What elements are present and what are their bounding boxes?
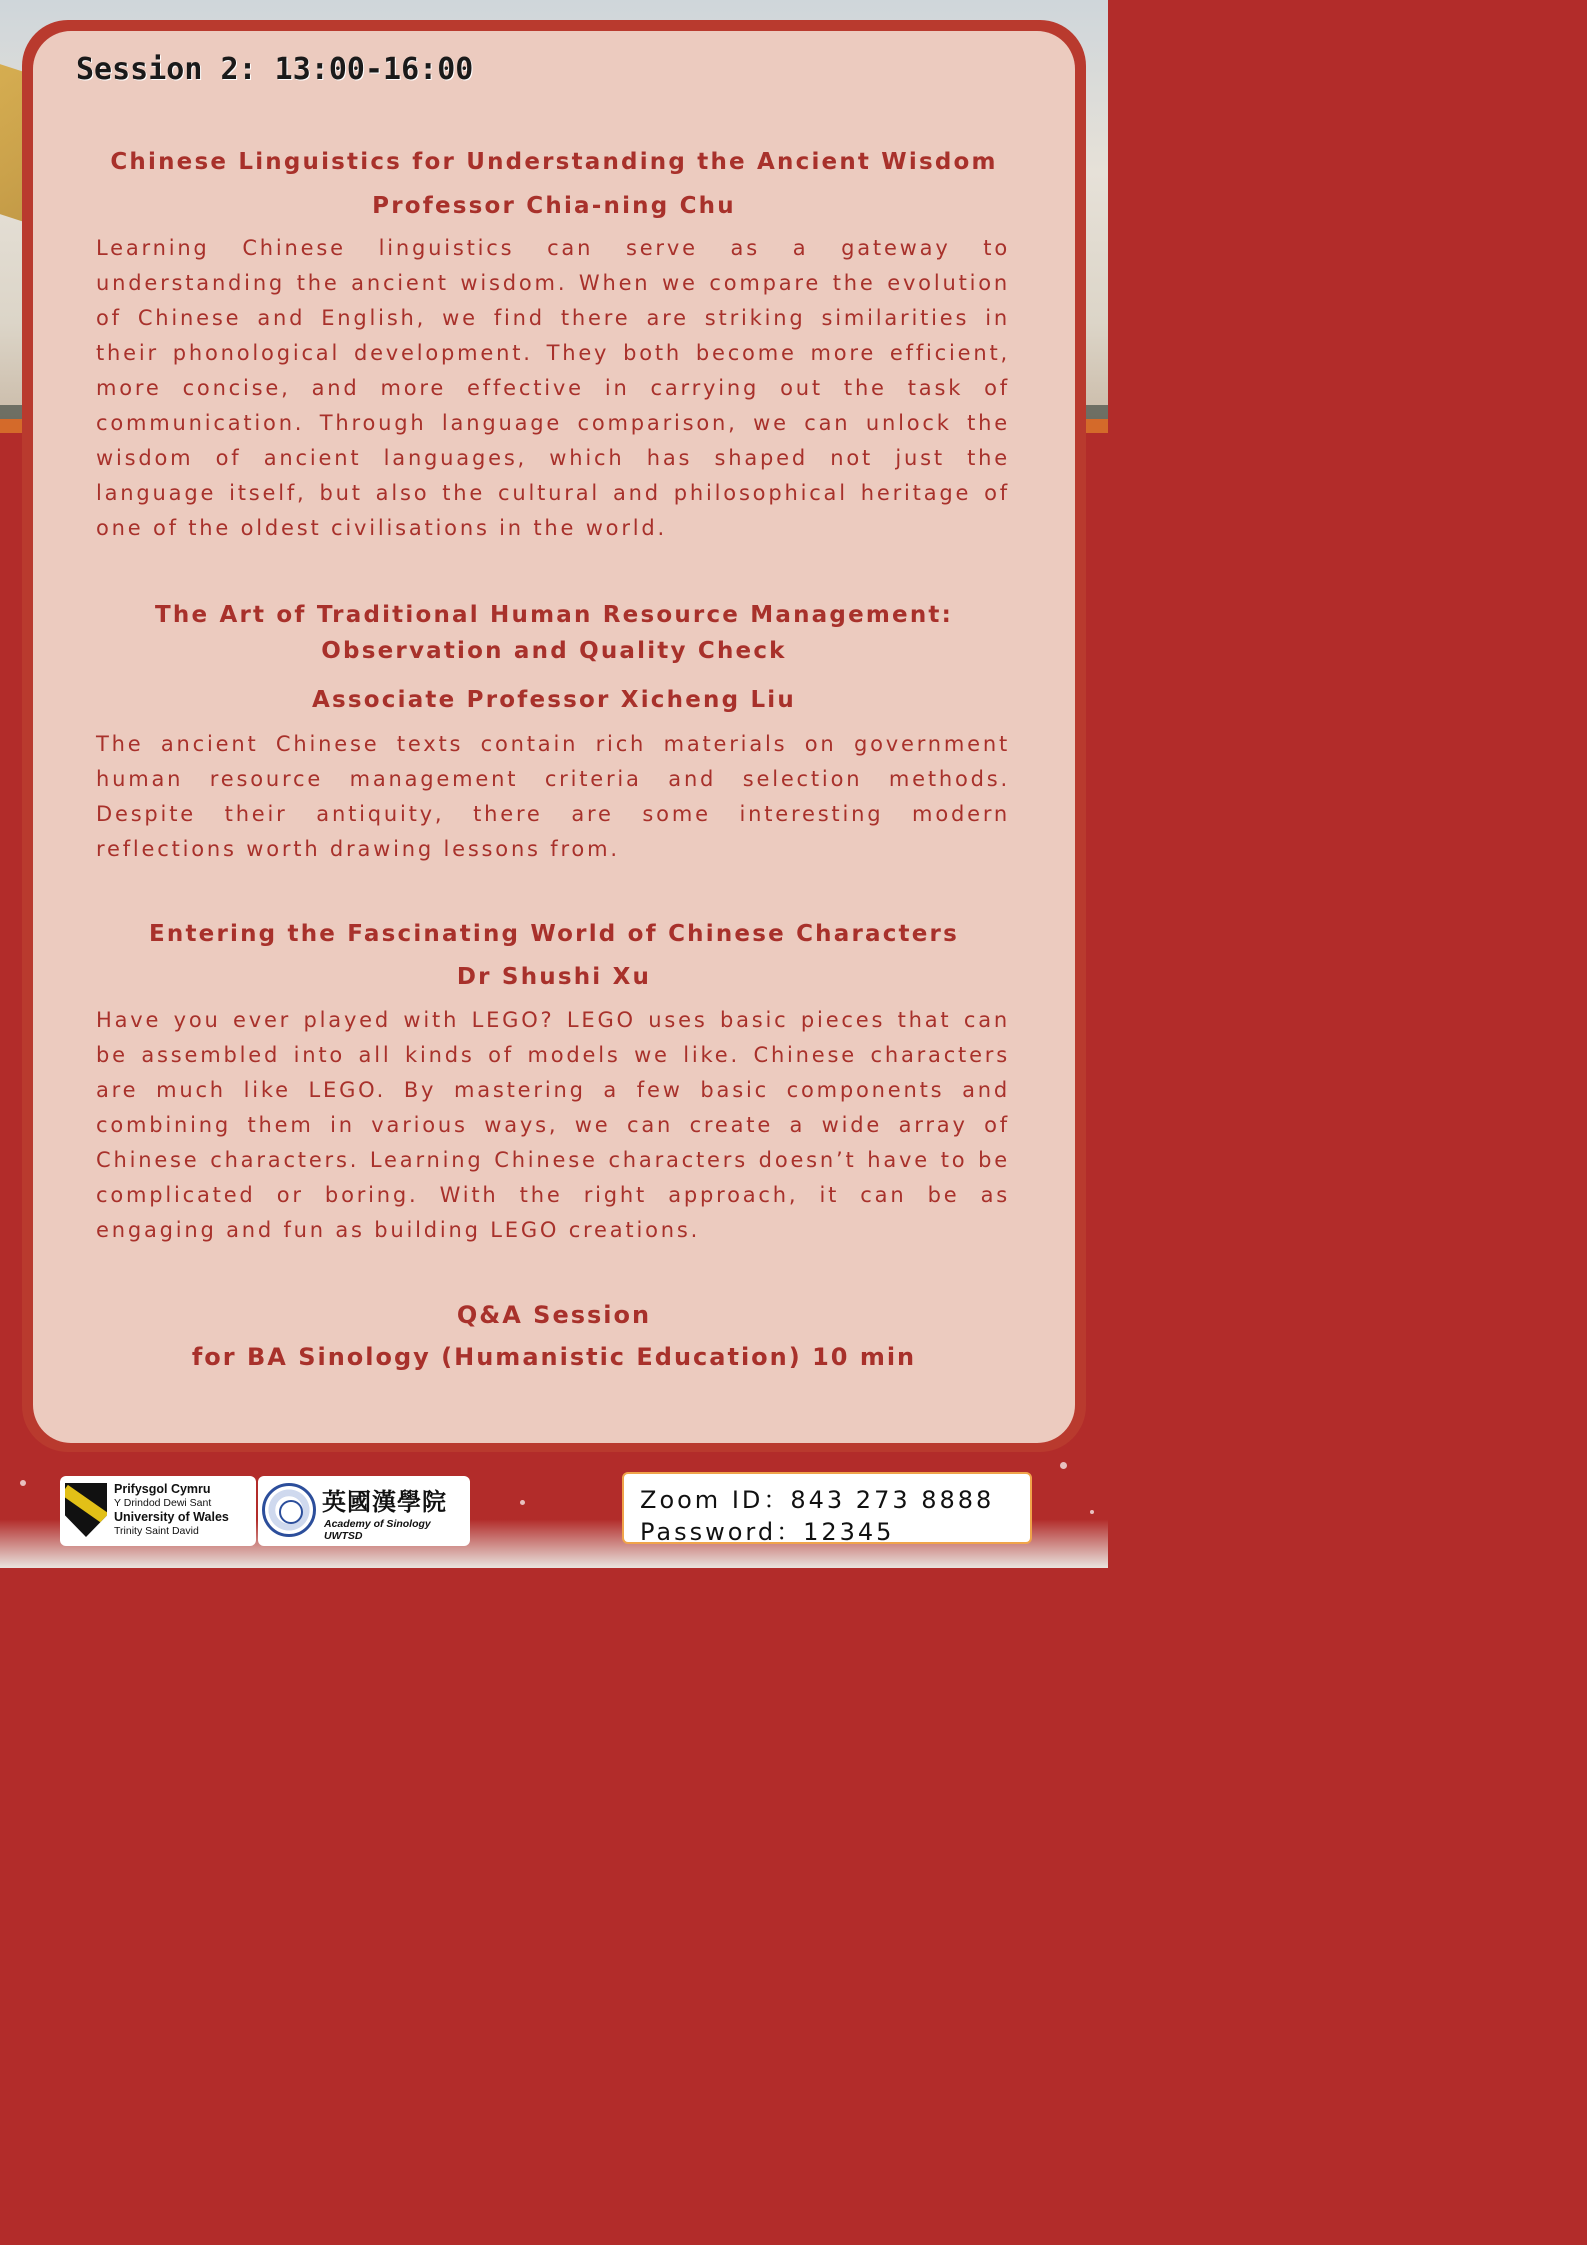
uwtsd-logo-line1: Prifysgol Cymru: [114, 1482, 211, 1496]
talk-3-speaker: Dr Shushi Xu: [456, 964, 652, 990]
talk-1-abstract: Learning Chinese linguistics can serve as a gateway to understanding the ancient wisdom. When we compare the evolution of Chinese and English, we find there are striking similarities in their phonological development. They both become more efficient, more concise, and more effective in carrying out the task of communication. Through language comparison, we can unlock the wisdom of ancient languages, which has shaped not just the language itself, but also the cultural and philosophical heritage of one of the oldest civilisations in the world.: [96, 236, 1010, 540]
talk-2-title-line2: Observation and Quality Check: [321, 638, 787, 664]
uwtsd-logo-line3: University of Wales: [114, 1510, 229, 1524]
zoom-password: Password：12345: [640, 1518, 895, 1546]
talk-3-title: Entering the Fascinating World of Chinese Characters: [148, 921, 959, 947]
academy-name-chinese: 英國漢學院: [322, 1487, 447, 1516]
shield-icon: [65, 1483, 107, 1537]
academy-name-english: Academy of Sinology UWTSD: [324, 1518, 431, 1542]
uwtsd-logo-line4: Trinity Saint David: [114, 1525, 199, 1537]
talk-2-abstract: The ancient Chinese texts contain rich materials on government human resource management criteria and selection methods. Despite their antiquity, there are some interesting modern reflections worth drawing lessons from.: [96, 732, 1010, 861]
snowflake: [1090, 1510, 1094, 1514]
snowflake: [20, 1480, 26, 1486]
zoom-id: Zoom ID：843 273 8888: [640, 1486, 995, 1514]
academy-of-sinology-logo: [258, 1476, 470, 1546]
uwtsd-logo: [60, 1476, 256, 1546]
qa-session-detail: for BA Sinology (Humanistic Education) 10 min: [191, 1343, 917, 1371]
talk-3-abstract: Have you ever played with LEGO? LEGO uses basic pieces that can be assembled into all kinds of models we like. Chinese characters are much like LEGO. By mastering a few basic components and combining them in various ways, we can create a wide array of Chinese characters. Learning Chinese characters doesn’t have to be complicated or boring. With the right approach, it can be as engaging and fun as building LEGO creations.: [96, 1008, 1010, 1242]
talk-1-speaker: Professor Chia-ning Chu: [372, 193, 736, 219]
talk-2-speaker: Associate Professor Xicheng Liu: [312, 687, 796, 713]
snowflake: [520, 1500, 525, 1505]
uwtsd-logo-line2: Y Drindod Dewi Sant: [114, 1497, 212, 1509]
session-title: Session 2: 13:00-16:00: [76, 52, 474, 87]
qa-session-title: Q&A Session: [456, 1301, 652, 1329]
talk-1-title: Chinese Linguistics for Understanding the Ancient Wisdom: [110, 149, 998, 175]
zoom-info-box: [622, 1472, 1032, 1544]
seal-icon: [262, 1483, 316, 1537]
talk-2-title-line1: The Art of Traditional Human Resource Management:: [154, 602, 953, 628]
snowflake: [1060, 1462, 1067, 1469]
